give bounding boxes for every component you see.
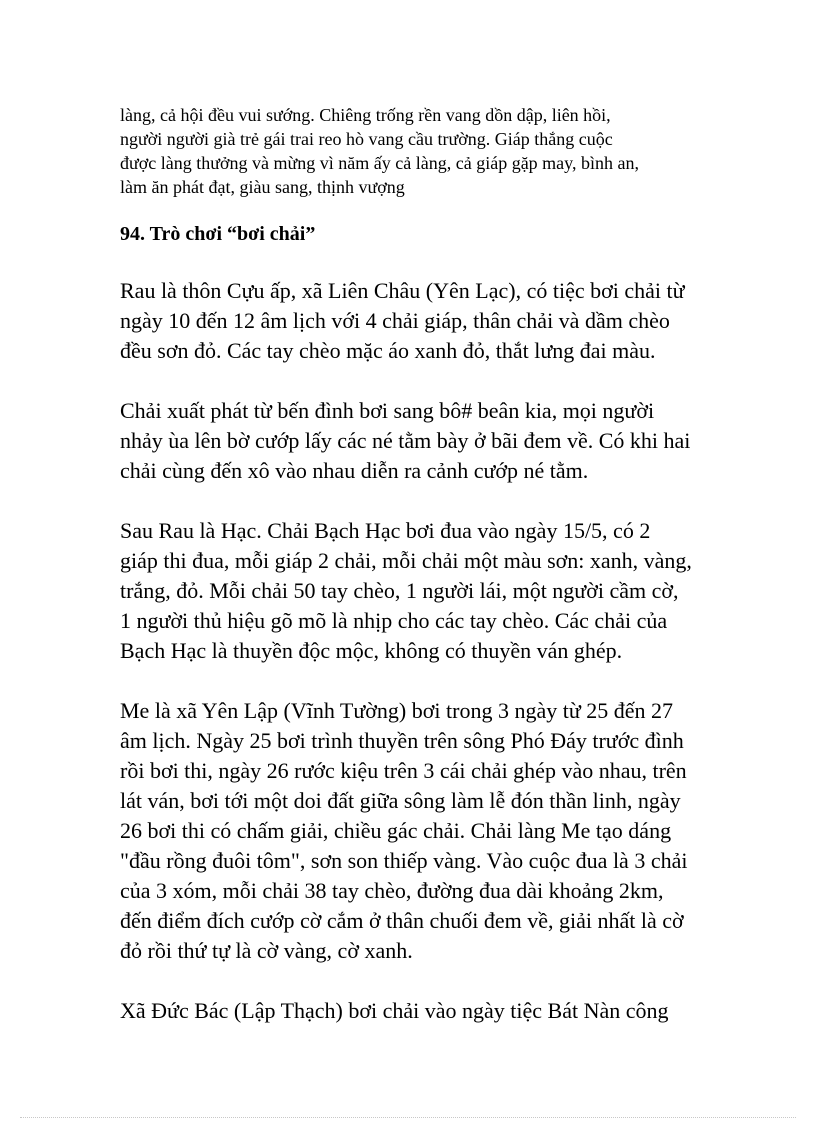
- text-line: làm ăn phát đạt, giàu sang, thịnh vượng: [120, 177, 405, 197]
- text-line: 1 người thủ hiệu gõ mõ là nhịp cho các tay chèo. Các chải của: [120, 608, 668, 633]
- text-line: đến điểm đích cướp cờ cắm ở thân chuối đem về, giải nhất là cờ: [120, 908, 684, 933]
- paragraph-me-yen-lap: [120, 696, 760, 966]
- text-line: người người già trẻ gái trai reo hò vang cầu trường. Giáp thắng cuộc: [120, 129, 613, 149]
- text-line: của 3 xóm, mỗi chải 38 tay chèo, đường đua dài khoảng 2km,: [120, 878, 664, 903]
- text-line: Bạch Hạc là thuyền độc mộc, không có thuyền ván ghép.: [120, 638, 623, 663]
- text-line: chải cùng đến xô vào nhau diễn ra cảnh cướp né tằm.: [120, 458, 589, 483]
- text-line: giáp thi đua, mỗi giáp 2 chải, mỗi chải một màu sơn: xanh, vàng,: [120, 548, 692, 573]
- text-line: Sau Rau là Hạc. Chải Bạch Hạc bơi đua vào ngày 15/5, có 2: [120, 518, 651, 543]
- page-bottom-divider: [20, 1117, 796, 1118]
- text-line: ngày 10 đến 12 âm lịch với 4 chải giáp, thân chải và dầm chèo: [120, 308, 670, 333]
- paragraph-rau: [120, 276, 760, 366]
- document-page: [120, 103, 760, 1026]
- intro-paragraph: [120, 103, 760, 199]
- text-line: đỏ rồi thứ tự là cờ vàng, cờ xanh.: [120, 938, 413, 963]
- text-line: được làng thưởng và mừng vì năm ấy cả làng, cả giáp gặp may, bình an,: [120, 153, 639, 173]
- section-heading: 94. Trò chơi “bơi chải”: [120, 223, 316, 245]
- paragraph-chai-xuat-phat: [120, 396, 760, 486]
- text-line: nhảy ùa lên bờ cướp lấy các né tằm bày ở bãi đem về. Có khi hai: [120, 428, 691, 453]
- paragraph-bach-hac: [120, 516, 760, 666]
- text-line: âm lịch. Ngày 25 bơi trình thuyền trên sông Phó Đáy trước đình: [120, 728, 684, 753]
- text-line: rồi bơi thi, ngày 26 rước kiệu trên 3 cái chải ghép vào nhau, trên: [120, 758, 687, 783]
- text-line: "đầu rồng đuôi tôm", sơn son thiếp vàng. Vào cuộc đua là 3 chải: [120, 848, 688, 873]
- text-line: Me là xã Yên Lập (Vĩnh Tường) bơi trong 3 ngày từ 25 đến 27: [120, 698, 674, 723]
- text-line: Chải xuất phát từ bến đình bơi sang bô# beân kia, mọi người: [120, 398, 655, 423]
- paragraph-duc-bac: [120, 996, 760, 1026]
- text-line: Rau là thôn Cựu ấp, xã Liên Châu (Yên Lạc), có tiệc bơi chải từ: [120, 278, 685, 303]
- text-line: Xã Đức Bác (Lập Thạch) bơi chải vào ngày tiệc Bát Nàn công: [120, 998, 669, 1023]
- text-line: trắng, đỏ. Mỗi chải 50 tay chèo, 1 người lái, một người cầm cờ,: [120, 578, 679, 603]
- text-line: 26 bơi thi có chấm giải, chiều gác chải. Chải làng Me tạo dáng: [120, 818, 672, 843]
- text-line: làng, cả hội đều vui sướng. Chiêng trống rền vang dồn dập, liên hồi,: [120, 105, 611, 125]
- text-line: đều sơn đỏ. Các tay chèo mặc áo xanh đỏ, thắt lưng đai màu.: [120, 338, 656, 363]
- text-line: lát ván, bơi tới một doi đất giữa sông làm lễ đón thần linh, ngày: [120, 788, 681, 813]
